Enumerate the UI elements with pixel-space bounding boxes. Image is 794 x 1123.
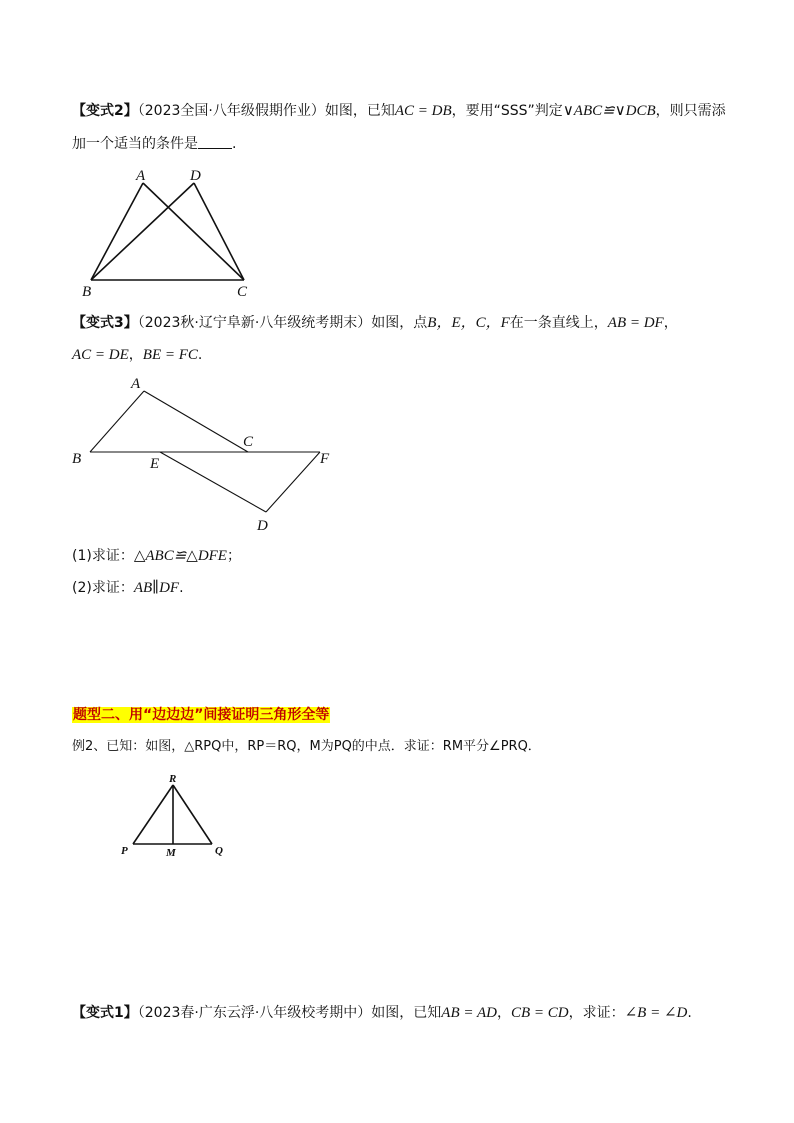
variant3-dot: . xyxy=(197,347,203,363)
label-M: M xyxy=(166,847,176,859)
example2-text: 例2、已知：如图，△RPQ中，RP＝RQ，M为PQ的中点．求证：RM平分∠PRQ． xyxy=(72,739,541,754)
label-C: C xyxy=(243,434,254,450)
label-A: A xyxy=(131,376,141,392)
q2-prefix: (2)求证： xyxy=(72,580,134,596)
variant3-text1: 如图，点 xyxy=(371,315,428,331)
variant1-tag: 【变式1】 xyxy=(72,1005,138,1021)
variant3-eq2: AC = DE xyxy=(72,347,129,363)
variant2-congruence: ∨ABC≌∨DCB xyxy=(562,103,656,119)
label-C: C xyxy=(237,284,248,300)
variant2-eq1: AC = DB xyxy=(394,103,452,119)
variant3-eq1: AB = DF xyxy=(607,315,664,331)
variant1-source: （2023春·广东云浮·八年级校考期中） xyxy=(137,1005,372,1021)
variant1-line xyxy=(72,1003,692,1023)
variant3-points: B，E，C，F xyxy=(427,315,510,331)
label-B: B xyxy=(72,451,82,467)
label-D: D xyxy=(257,518,268,534)
variant3-text2: 在一条直线上， xyxy=(509,315,608,331)
variant1-eq3: ∠B = ∠D xyxy=(624,1005,688,1021)
label-D: D xyxy=(190,168,201,184)
variant2-source: （2023全国·八年级假期作业） xyxy=(137,103,325,119)
section-heading: 题型二、用“边边边”间接证明三角形全等 xyxy=(73,707,330,723)
variant3-sep: ， xyxy=(128,347,143,363)
q2-statement: AB∥DF xyxy=(133,580,180,596)
variant1-comma: ， xyxy=(496,1005,511,1021)
label-A: A xyxy=(136,168,146,184)
variant1-text2: ，求证： xyxy=(568,1005,625,1021)
variant3-source: （2023秋·辽宁阜新·八年级统考期末） xyxy=(137,315,372,331)
label-R: R xyxy=(169,773,177,785)
q1-statement: △ABC≌△DFE xyxy=(133,548,227,564)
q1-suffix: ； xyxy=(226,548,241,564)
variant2-text4: 加一个适当的条件是 xyxy=(72,136,198,152)
variant2-text2: ，要用“SSS”判定 xyxy=(451,103,563,119)
variant1-eq1: AB = AD xyxy=(441,1005,497,1021)
variant2-tag: 【变式2】 xyxy=(72,103,138,119)
q2-suffix: . xyxy=(179,580,184,596)
variant3-eq3: BE = FC xyxy=(142,347,198,363)
q1-prefix: (1)求证： xyxy=(72,548,134,564)
label-E: E xyxy=(150,456,160,472)
label-Q: Q xyxy=(215,845,223,857)
label-P: P xyxy=(121,845,128,857)
variant1-text1: 如图，已知 xyxy=(371,1005,442,1021)
variant2-text1: 如图，已知 xyxy=(324,103,395,119)
variant2-text5: . xyxy=(232,136,237,152)
variant1-eq2: CB = CD xyxy=(510,1005,569,1021)
variant1-dot: . xyxy=(687,1005,692,1021)
variant3-comma: ， xyxy=(663,315,678,331)
variant3-tag: 【变式3】 xyxy=(72,315,138,331)
label-B: B xyxy=(82,284,92,300)
variant2-text3: ，则只需添 xyxy=(655,103,726,119)
label-F: F xyxy=(320,451,330,467)
